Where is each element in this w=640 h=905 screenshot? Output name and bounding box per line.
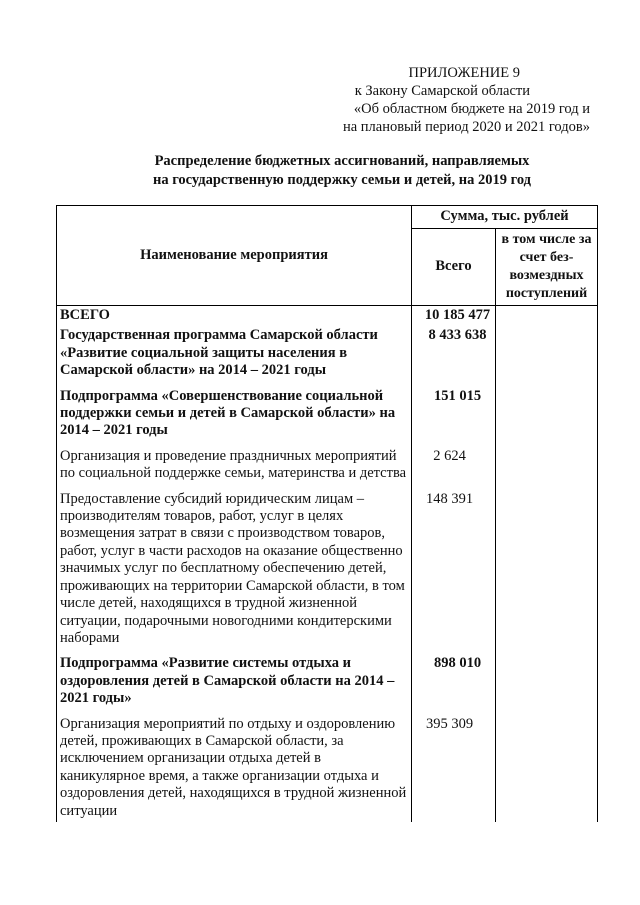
row-total: 8 433 638 — [412, 326, 496, 381]
row-total: 2 624 — [412, 442, 496, 485]
appendix-title: ПРИЛОЖЕНИЕ 9 — [408, 65, 520, 81]
heading-line-1: Распределение бюджетных ассигнований, направляемых — [154, 153, 530, 169]
row-grants — [496, 326, 598, 381]
table-row — [57, 710, 598, 822]
row-grants — [496, 710, 598, 822]
row-name: Подпрограмма «Развитие системы отдыха и оздоровления детей в Самарской области на 2014 – 2021 годы» — [57, 649, 412, 709]
budget-table — [56, 205, 598, 822]
table-row — [57, 382, 598, 442]
row-total: 148 391 — [412, 485, 496, 650]
row-name: Организация и проведение праздничных мероприятий по социальной поддержке семьи, материнства и детства — [57, 442, 412, 485]
header-grants: в том числе за счет без-возмездных поступлений — [496, 229, 598, 306]
row-total: 898 010 — [412, 649, 496, 709]
header-total: Всего — [412, 229, 496, 306]
row-name: Государственная программа Самарской области «Развитие социальной защиты населения в Самарской области» на 2014 – 2021 годы — [57, 326, 412, 381]
row-grants — [496, 485, 598, 650]
appendix-line-2: «Об областном бюджете на 2019 год и — [353, 101, 590, 117]
table-row — [57, 649, 598, 709]
table-row — [57, 326, 598, 381]
table-row — [57, 306, 598, 327]
table-row — [57, 442, 598, 485]
row-name: Подпрограмма «Совершенствование социальной поддержки семьи и детей в Самарской области» на 2014 – 2021 годы — [57, 382, 412, 442]
row-name: ВСЕГО — [57, 306, 412, 327]
header-name: Наименование мероприятия — [57, 206, 412, 306]
appendix-line-3: на плановый период 2020 и 2021 годов» — [342, 119, 590, 135]
heading-line-2: на государственную поддержку семьи и детей, на 2019 год — [152, 172, 532, 188]
row-name: Организация мероприятий по отдыху и оздоровлению детей, проживающих в Самарской области, за исключением организации отдыха детей в каникулярное время, а также организации отдыха и оздоровления детей, находящихся в трудной жизненной ситуации — [57, 710, 412, 822]
row-grants — [496, 442, 598, 485]
row-grants — [496, 382, 598, 442]
row-total: 10 185 477 — [412, 306, 496, 327]
appendix-line-1: к Закону Самарской области — [354, 83, 530, 99]
row-grants — [496, 306, 598, 327]
header-sum: Сумма, тыс. рублей — [412, 206, 598, 229]
row-name: Предоставление субсидий юридическим лицам – производителям товаров, работ, услуг в целях возмещения затрат в связи с производством товаров, работ, услуг в части расходов на оказание общественно значимых услуг по бесплатному обеспечению детей, проживающих на территории Самарской области, в том числе детей, находящихся в трудной жизненной ситуации, подарочными новогодними кондитерскими наборами — [57, 485, 412, 650]
row-total: 151 015 — [412, 382, 496, 442]
row-total: 395 309 — [412, 710, 496, 822]
document-heading — [0, 152, 640, 190]
appendix-block — [343, 64, 590, 136]
row-grants — [496, 649, 598, 709]
table-row — [57, 485, 598, 650]
